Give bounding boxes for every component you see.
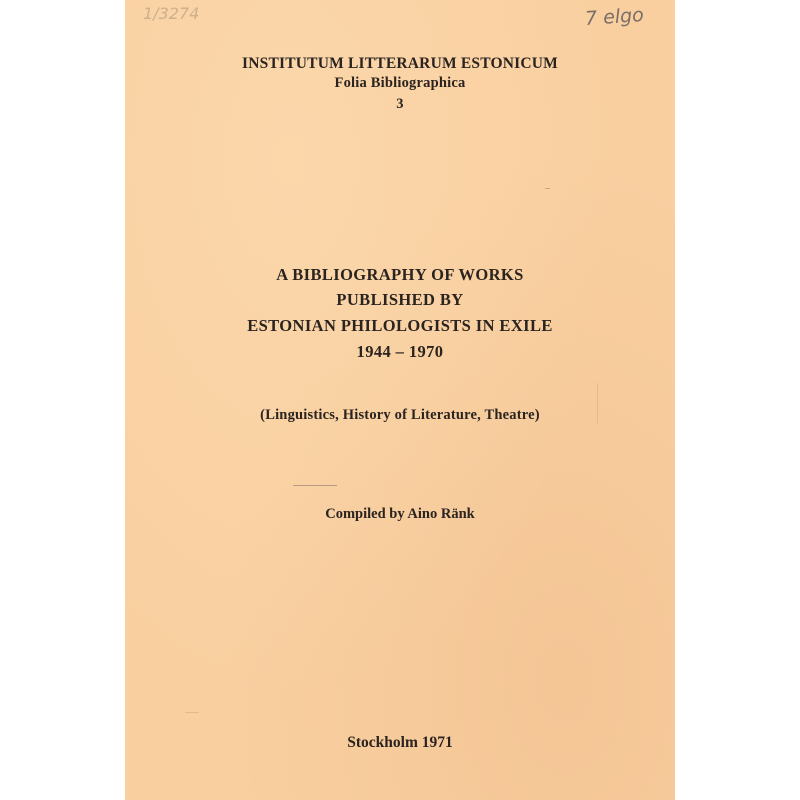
paper-speck bbox=[185, 712, 199, 713]
paper-speck bbox=[545, 188, 550, 189]
series-name: Folia Bibliographica bbox=[334, 75, 466, 91]
divider-mark bbox=[293, 485, 337, 486]
imprint: Stockholm 1971 bbox=[347, 734, 453, 751]
title-line-2: PUBLISHED BY bbox=[336, 290, 464, 309]
subtitle: (Linguistics, History of Literature, Theatre) bbox=[260, 407, 540, 423]
institute-name: INSTITUTUM LITTERARUM ESTONICUM bbox=[242, 55, 558, 72]
pencil-note-top-left: 1/3274 bbox=[143, 4, 200, 23]
paper-speck bbox=[597, 383, 598, 423]
series-number: 3 bbox=[396, 96, 404, 112]
title-years: 1944 – 1970 bbox=[356, 342, 444, 361]
pencil-note-top-right: 7 elgo bbox=[584, 3, 645, 31]
book-cover bbox=[125, 0, 675, 800]
title-line-3: ESTONIAN PHILOLOGISTS IN EXILE bbox=[247, 316, 553, 335]
compiler: Compiled by Aino Ränk bbox=[325, 506, 475, 522]
title-line-1: A BIBLIOGRAPHY OF WORKS bbox=[276, 265, 524, 284]
